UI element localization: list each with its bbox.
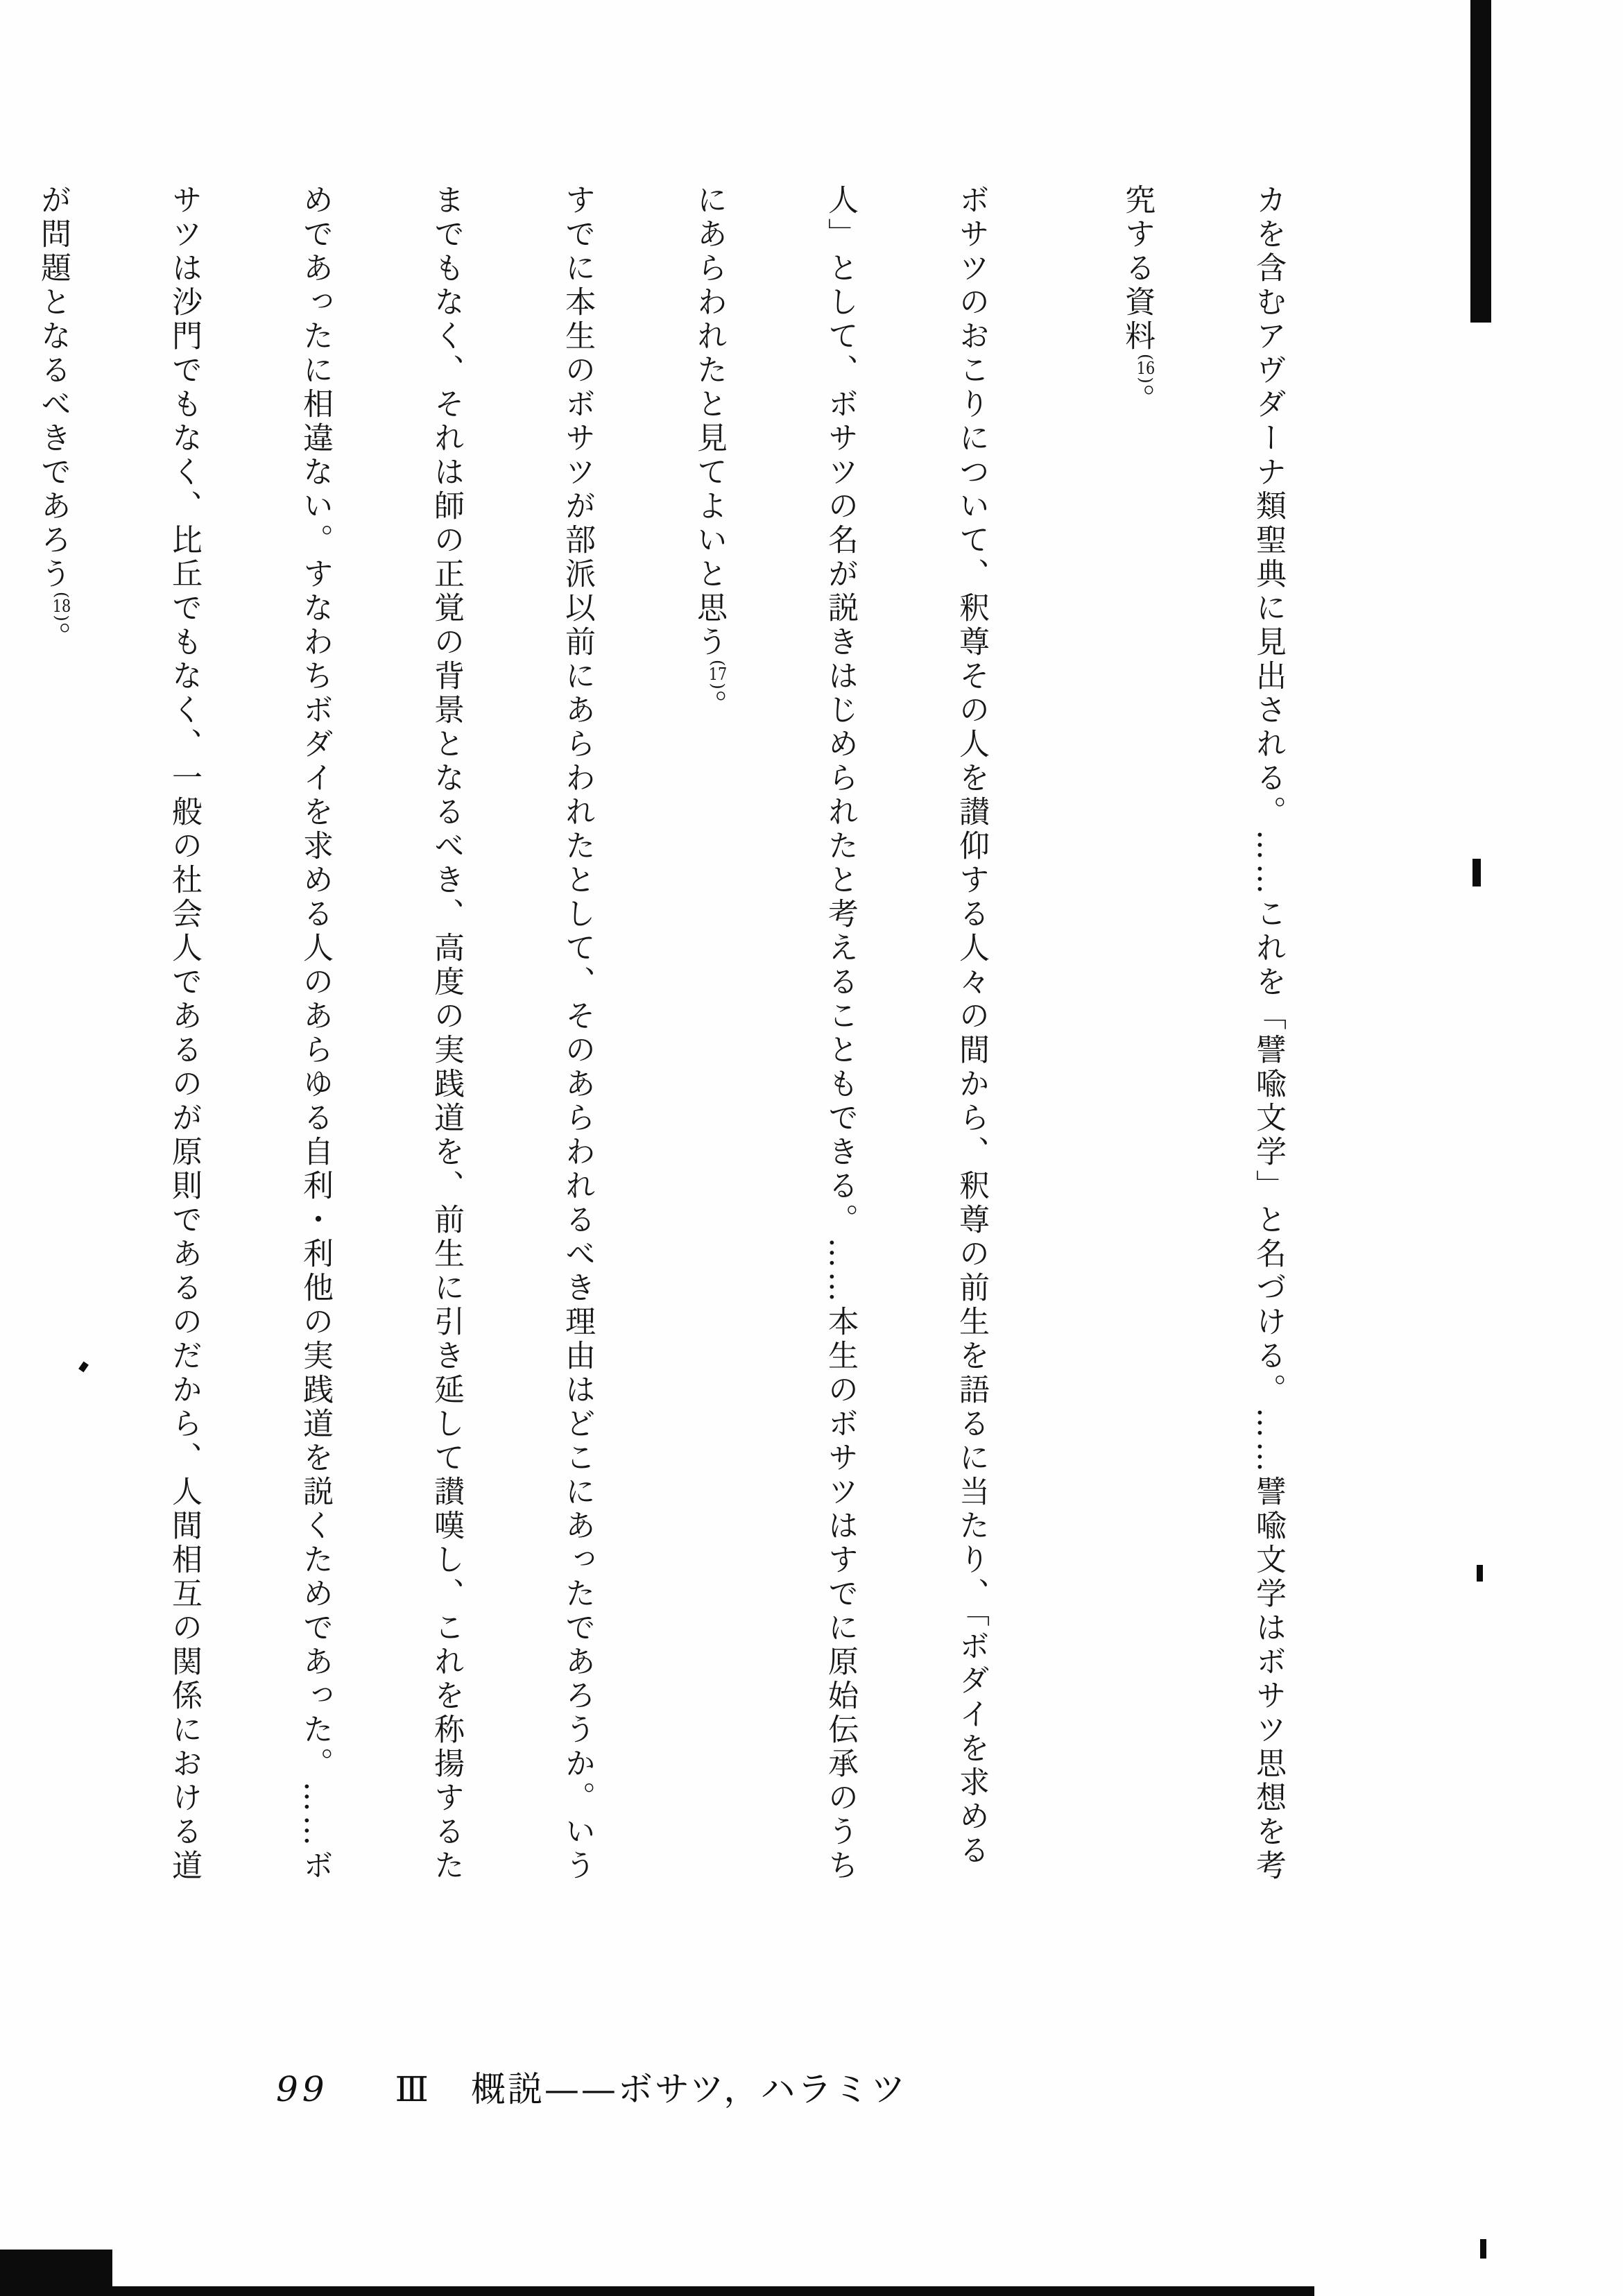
column-text: にあらわれたと見てよいと思う xyxy=(692,184,727,660)
column-text: 。 xyxy=(692,689,727,723)
column-text: が問題となるべきであろう xyxy=(35,184,71,592)
scan-artifact-bottom-line xyxy=(0,2286,1314,2296)
scan-artifact-speck xyxy=(1477,1565,1483,1582)
footnote-marker: (18) xyxy=(52,592,71,622)
column-text: までもなく、それは師の正覚の背景となるべき、高度の実践道を、前生に引き延して讃嘆し、これを称揚するた xyxy=(429,184,464,1883)
text-column xyxy=(546,184,677,1991)
column-text: 。 xyxy=(35,621,71,656)
column-text: すでに本生のボサツが部派以前にあらわれたとして、そのあらわれるべき理由はどこにあったであろうか。いう xyxy=(560,184,595,1883)
text-column xyxy=(1105,184,1237,1991)
section-number: Ⅲ xyxy=(395,2069,431,2109)
column-text: 究する資料 xyxy=(1119,184,1155,354)
footnote-marker: (17) xyxy=(708,660,728,689)
text-column xyxy=(21,184,153,1991)
text-column xyxy=(809,184,940,1991)
scan-artifact-speck xyxy=(1472,859,1481,886)
column-text: カを含むアヴダーナ類聖典に見出される。……これを「譬喩文学」と名づける。……譬喩文学はボサツ思想を考 xyxy=(1251,184,1286,1883)
text-column xyxy=(1237,184,1368,1991)
scan-artifact-corner-blob xyxy=(0,2250,112,2296)
page-number: 99 xyxy=(276,2069,329,2109)
text-block xyxy=(0,184,1368,1991)
column-text: サツは沙門でもなく、比丘でもなく、一般の社会人であるのが原則であるのだから、人間相互の関係における道 xyxy=(166,184,202,1883)
column-text: めであったに相違ない。すなわちボダイを求める人のあらゆる自利・利他の実践道を説くためであった。……ボ xyxy=(298,184,333,1883)
column-text: 。 xyxy=(1119,383,1155,418)
text-column xyxy=(415,184,546,1991)
scan-artifact-right-bar xyxy=(1470,0,1491,323)
text-column xyxy=(0,184,21,1991)
column-text: ボサツのおこりについて、釈尊その人を讃仰する人々の間から、釈尊の前生を語るに当たり、「ボダイを求める xyxy=(954,184,989,1868)
footnote-marker: (16) xyxy=(1136,354,1156,384)
text-column xyxy=(284,184,415,1991)
text-column xyxy=(940,184,1105,1991)
column-text: 人」として、ボサツの名が説きはじめられたと考えることもできる。……本生のボサツはすでに原始伝承のうち xyxy=(823,184,858,1883)
page-footer xyxy=(276,2062,907,2111)
scan-artifact-speck xyxy=(1480,2239,1486,2259)
text-column xyxy=(677,184,809,1991)
section-title: 概説——ボサツ，ハラミツ xyxy=(470,2069,908,2109)
text-column xyxy=(153,184,284,1991)
